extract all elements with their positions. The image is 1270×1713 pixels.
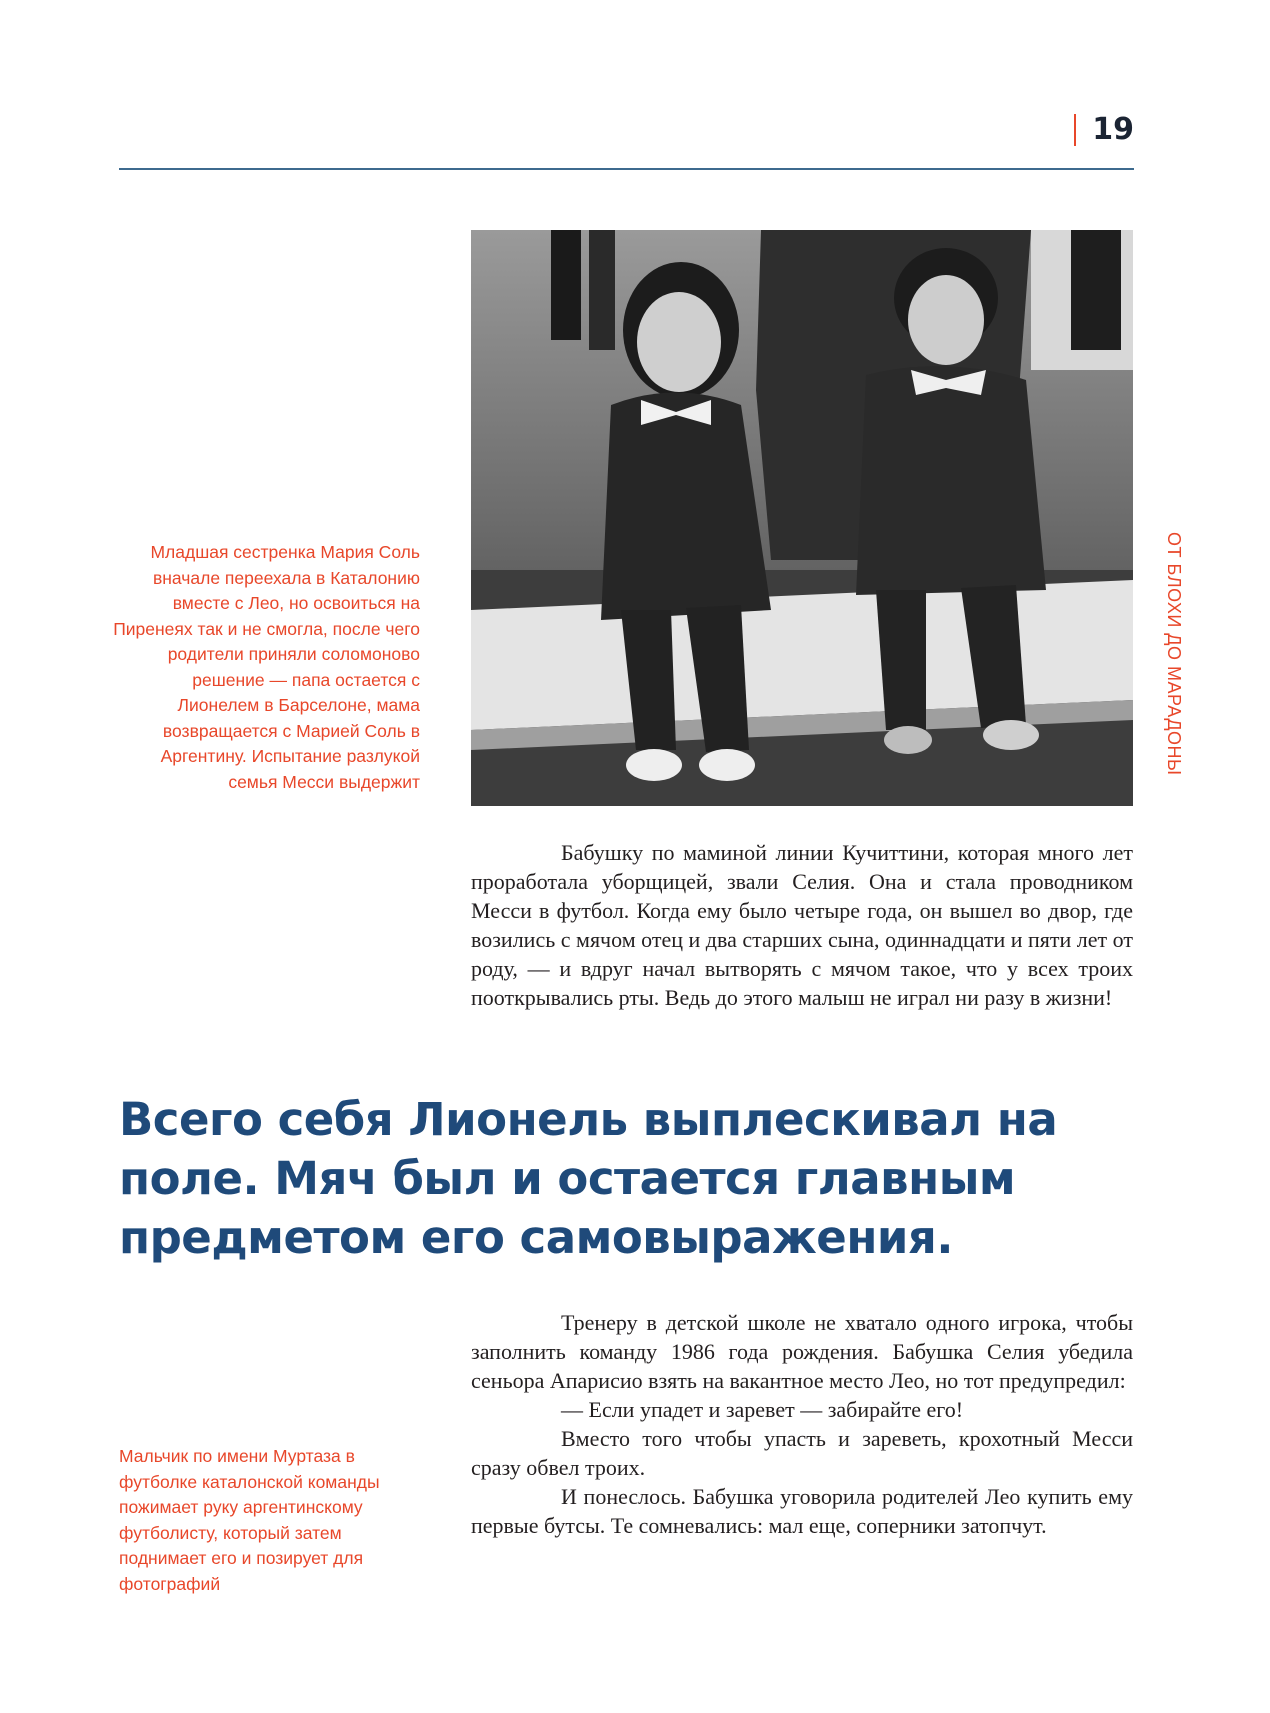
header-rule xyxy=(119,168,1134,170)
paragraph: Бабушку по маминой линии Кучиттини, которая много лет проработала уборщицей, звали Селия. Она и стала проводником Месси в футбол. Когда ему было четыре года, он вышел во двор, где возились с мячом отец и два старших сына, одиннадцати и пяти лет от роду, — и вдруг начал вытворять с мячом такое, что у всех троих пооткрывались рты. Ведь до этого малыш не играл ни разу в жизни! xyxy=(471,840,1133,1010)
pull-quote: Всего себя Лионель выплескивал на поле. Мяч был и остается главным предметом его самовыражения. xyxy=(119,1093,1058,1264)
page-number-block xyxy=(1074,112,1134,147)
body-text-block-1 xyxy=(471,838,1133,1012)
children-photo-illustration xyxy=(471,230,1133,806)
page-number-divider xyxy=(1074,114,1076,146)
paragraph: Тренеру в детской школе не хватало одного игрока, чтобы заполнить команду 1986 года рождения. Бабушка Селия убедила сеньора Апарисио взять на вакантное место Лео, но тот предупредил: xyxy=(471,1310,1133,1393)
chapter-side-label: ОТ БЛОХИ ДО МАРАДОНЫ xyxy=(1164,532,1184,776)
page-number: 19 xyxy=(1092,112,1134,147)
body-text-block-2 xyxy=(471,1308,1133,1540)
side-caption: Мальчик по имени Муртаза в футболке каталонской команды пожимает руку аргентинскому футболисту, который затем поднимает его и позирует для фотографий xyxy=(119,1446,380,1594)
paragraph: Вместо того чтобы упасть и зареветь, крохотный Месси сразу обвел троих. xyxy=(471,1426,1133,1480)
photo xyxy=(471,230,1133,806)
photo-caption: Младшая сестренка Мария Соль вначале переехала в Каталонию вместе с Лео, но освоиться на Пиренеях так и не смогла, после чего родители приняли соломоново решение — папа остается с Лионелем в Барселоне, мама возвращается с Марией Соль в Аргентину. Испытание разлукой семья Месси выдержит xyxy=(113,542,420,792)
paragraph-dialogue: — Если упадет и заревет — забирайте его! xyxy=(561,1397,964,1422)
paragraph: И понеслось. Бабушка уговорила родителей Лео купить ему первые бутсы. Те сомневались: мал еще, соперники затопчут. xyxy=(471,1484,1133,1538)
